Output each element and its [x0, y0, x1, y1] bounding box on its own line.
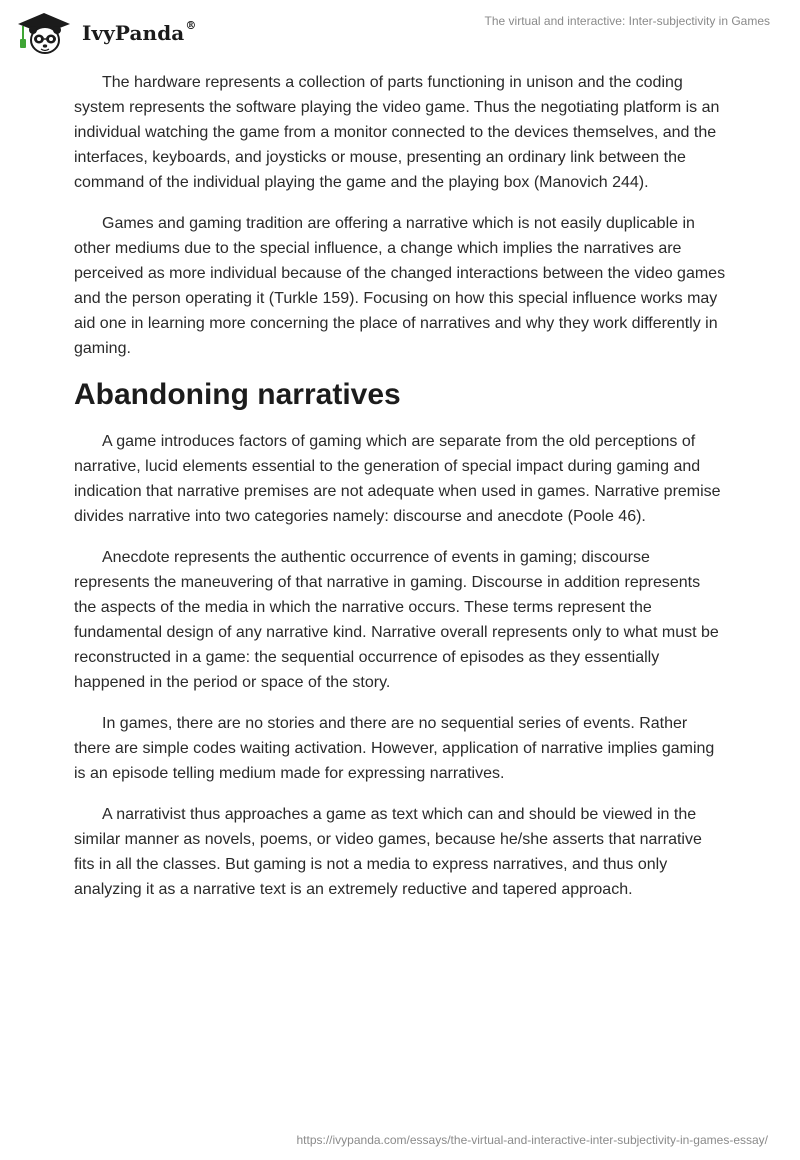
section-heading: Abandoning narratives: [74, 378, 401, 411]
body-paragraph: A game introduces factors of gaming which are separate from the old perceptions of narrative, lucid elements essential to the generation of special impact during gaming and indication that narrative premises are not adequate when used in games. Narrative premise divides narrative into two categories namely: discourse and anecdote (Poole 46).: [74, 433, 721, 525]
body-paragraph: Games and gaming tradition are offering a narrative which is not easily duplicable in other mediums due to the special influence, a change which implies the narratives are perceived as more individual because of the changed interactions between the video games and the person operating it (Turkle 159). Focusing on how this special influence works may aid one in learning more concerning the place of narratives and why they work differently in gaming.: [74, 215, 726, 357]
body-paragraph: The hardware represents a collection of parts functioning in unison and the coding system represents the software playing the video game. Thus the negotiating platform is an individual watching the game from a monitor connected to the devices themselves, and the interfaces, keyboards, and joysticks or mouse, presenting an ordinary link between the command of the individual playing the game and the playing box (Manovich 244).: [74, 74, 720, 191]
brand-name: IvyPanda®: [82, 19, 197, 45]
ivypanda-logo-link[interactable]: [14, 8, 196, 56]
essay-body: [74, 70, 726, 918]
panda-graduate-icon: [14, 9, 74, 55]
source-url[interactable]: https://ivypanda.com/essays/the-virtual-and-interactive-inter-subjectivity-in-games-essay/: [296, 1133, 768, 1147]
body-paragraph: A narrativist thus approaches a game as text which can and should be viewed in the similar manner as novels, poems, or video games, because he/she asserts that narrative fits in all the classes. But gaming is not a media to express narratives, and thus only analyzing it as a narrative text is an extremely reductive and tapered approach.: [74, 806, 702, 898]
document-title: The virtual and interactive: Inter-subjectivity in Games: [484, 14, 770, 28]
body-paragraph: Anecdote represents the authentic occurrence of events in gaming; discourse represents the maneuvering of that narrative in gaming. Discourse in addition represents the aspects of the media in which the narrative occurs. These terms represent the fundamental design of any narrative kind. Narrative overall represents only to what must be reconstructed in a game: the sequential occurrence of episodes as they essentially happened in the period or space of the story.: [74, 549, 719, 691]
page-header: [0, 0, 800, 60]
registered-mark: ®: [185, 19, 197, 33]
body-paragraph: In games, there are no stories and there are no sequential series of events. Rather there are simple codes waiting activation. However, application of narrative implies gaming is an episode telling medium made for expressing narratives.: [74, 715, 715, 782]
